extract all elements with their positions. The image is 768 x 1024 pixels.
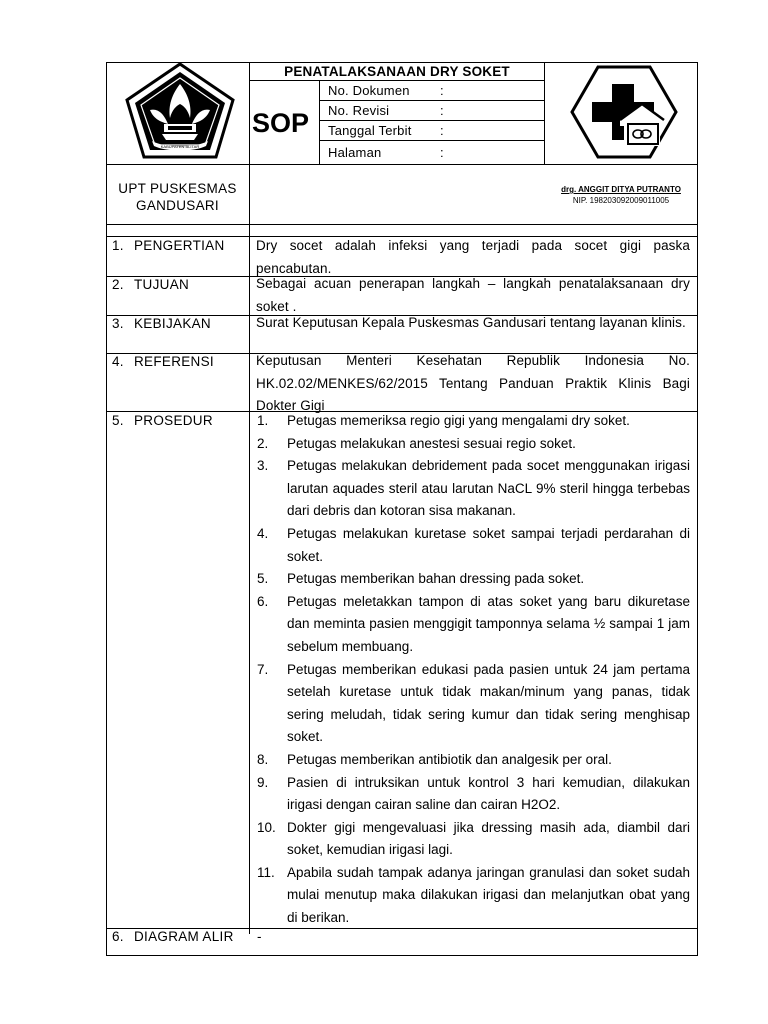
meta-label: Tanggal Terbit — [328, 123, 412, 138]
sop-document — [106, 62, 698, 956]
emblem-banner-text: KABUPATEN BLITAR — [160, 144, 200, 149]
meta-value: : — [440, 145, 444, 160]
unit-name-line-1: UPT PUSKESMAS — [118, 181, 237, 196]
regency-emblem-icon — [124, 62, 236, 160]
section-number: 2. — [112, 277, 124, 292]
meta-row-revisi — [328, 103, 538, 118]
meta-row-halaman — [328, 145, 538, 160]
meta-line-1 — [319, 100, 545, 101]
meta-line-3 — [319, 140, 545, 141]
step-number: 9. — [257, 774, 269, 790]
unit-name-line-2: GANDUSARI — [136, 198, 219, 213]
meta-value: : — [440, 103, 444, 118]
procedure-step — [257, 817, 690, 862]
sop-divider — [319, 80, 320, 164]
signature-block — [544, 184, 698, 206]
step-number: 6. — [257, 593, 269, 609]
section-title: KEBIJAKAN — [134, 316, 211, 331]
section-content-prosedur — [257, 410, 690, 930]
unit-name — [106, 180, 249, 214]
step-text: Pasien di intruksikan untuk kontrol 3 hari kemudian, dilakukan irigasi dengan cairan saline dan cairan H2O2. — [287, 774, 690, 813]
step-text: Dokter gigi mengevaluasi jika dressing masih ada, diambil dari soket, kemudian irigasi lagi. — [287, 819, 690, 858]
procedure-step — [257, 749, 690, 772]
meta-row-tanggal-terbit — [328, 123, 538, 138]
section-number: 6. — [112, 929, 124, 944]
step-text: Petugas memberikan antibiotik dan analgesik per oral. — [287, 751, 612, 767]
meta-value: : — [440, 123, 444, 138]
procedure-step — [257, 862, 690, 930]
section-label-pengertian — [112, 238, 225, 253]
section-title: TUJUAN — [134, 277, 190, 292]
step-number: 1. — [257, 413, 269, 428]
section-title: REFERENSI — [134, 354, 214, 369]
meta-label: Halaman — [328, 145, 382, 160]
step-number: 3. — [257, 458, 269, 474]
section-content-pengertian: Dry socet adalah infeksi yang terjadi pada socet gigi paska pencabutan. — [256, 238, 690, 276]
section-label-tujuan — [112, 277, 189, 292]
step-text: Petugas melakukan anestesi sesuai regio soket. — [287, 435, 576, 451]
section-content-kebijakan: Surat Keputusan Kepala Puskesmas Gandusari tentang layanan klinis. — [256, 315, 686, 330]
header-bottom-line — [106, 164, 698, 165]
step-number: 7. — [257, 661, 269, 677]
meta-row-dokumen — [328, 83, 538, 98]
section-content-referensi: Keputusan Menteri Kesehatan Republik Indonesia No. HK.02.02/MENKES/62/2015 Tentang Panduan Praktik Klinis Bagi Dokter Gigi — [256, 353, 690, 413]
section-title: PROSEDUR — [134, 413, 213, 428]
meta-label: No. Revisi — [328, 103, 390, 118]
section-number: 3. — [112, 316, 124, 331]
step-text: Petugas meletakkan tampon di atas soket yang baru dikuretase dan meminta pasien menggigit tamponnya selama ½ sampai 1 jam sebelum membuang. — [287, 593, 690, 654]
meta-label: No. Dokumen — [328, 83, 410, 98]
section-number: 1. — [112, 238, 124, 253]
section-label-kebijakan — [112, 316, 211, 331]
step-text: Petugas melakukan debridement pada socet menggunakan irigasi larutan aquades steril atau larutan NaCL 9% steril hingga terbebas dari debris dan kotoran sisa makanan. — [287, 458, 690, 519]
step-number: 10. — [257, 819, 276, 835]
procedure-step — [257, 523, 690, 568]
step-text: Petugas memberikan bahan dressing pada soket. — [287, 571, 585, 587]
meta-value: : — [440, 83, 444, 98]
sop-label: SOP — [252, 108, 310, 138]
procedure-step — [257, 568, 690, 591]
step-text: Petugas memeriksa regio gigi yang mengalami dry soket. — [287, 413, 630, 428]
section-label-referensi — [112, 354, 214, 369]
procedure-step — [257, 433, 690, 456]
document-title: PENATALAKSANAAN DRY SOKET — [284, 64, 510, 79]
section-label-prosedur — [112, 413, 213, 428]
step-number: 8. — [257, 751, 269, 767]
title-underline — [249, 80, 545, 81]
section-title: PENGERTIAN — [134, 238, 225, 253]
meta-line-2 — [319, 120, 545, 121]
unit-bottom-line — [106, 224, 698, 225]
border-bottom — [106, 955, 698, 956]
step-number: 11. — [257, 864, 275, 880]
signatory-name: drg. ANGGIT DITYA PUTRANTO — [561, 185, 681, 194]
procedure-list — [257, 410, 690, 930]
step-number: 5. — [257, 571, 269, 587]
section-content-diagram-alir: - — [257, 929, 262, 944]
step-number: 2. — [257, 435, 269, 451]
section-number: 5. — [112, 413, 124, 428]
section-title: DIAGRAM ALIR — [134, 929, 234, 944]
procedure-step — [257, 591, 690, 659]
procedure-step — [257, 659, 690, 749]
step-text: Petugas melakukan kuretase soket sampai terjadi perdarahan di soket. — [287, 525, 690, 564]
step-text: Apabila sudah tampak adanya jaringan granulasi dan soket sudah mulai menutup maka dilakukan irigasi dan melanjutkan obat yang di berikan. — [287, 864, 690, 926]
step-text: Petugas memberikan edukasi pada pasien untuk 24 jam pertama setelah kuretase untuk tidak makan/minum yang panas, tidak sering meludah, tidak sering kumur dan tidak sering menghisap soket. — [287, 661, 690, 745]
procedure-step — [257, 455, 690, 523]
step-number: 4. — [257, 525, 269, 541]
procedure-step — [257, 410, 690, 433]
procedure-step — [257, 772, 690, 817]
label-column-divider — [249, 62, 250, 934]
section-content-tujuan: Sebagai acuan penerapan langkah – langkah penatalaksanaan dry soket . — [256, 276, 690, 314]
section-label-diagram-alir — [112, 929, 234, 944]
signatory-nip: NIP. 198203092009011005 — [572, 196, 670, 205]
puskesmas-cross-logo-icon — [568, 64, 680, 160]
section-number: 4. — [112, 354, 124, 369]
